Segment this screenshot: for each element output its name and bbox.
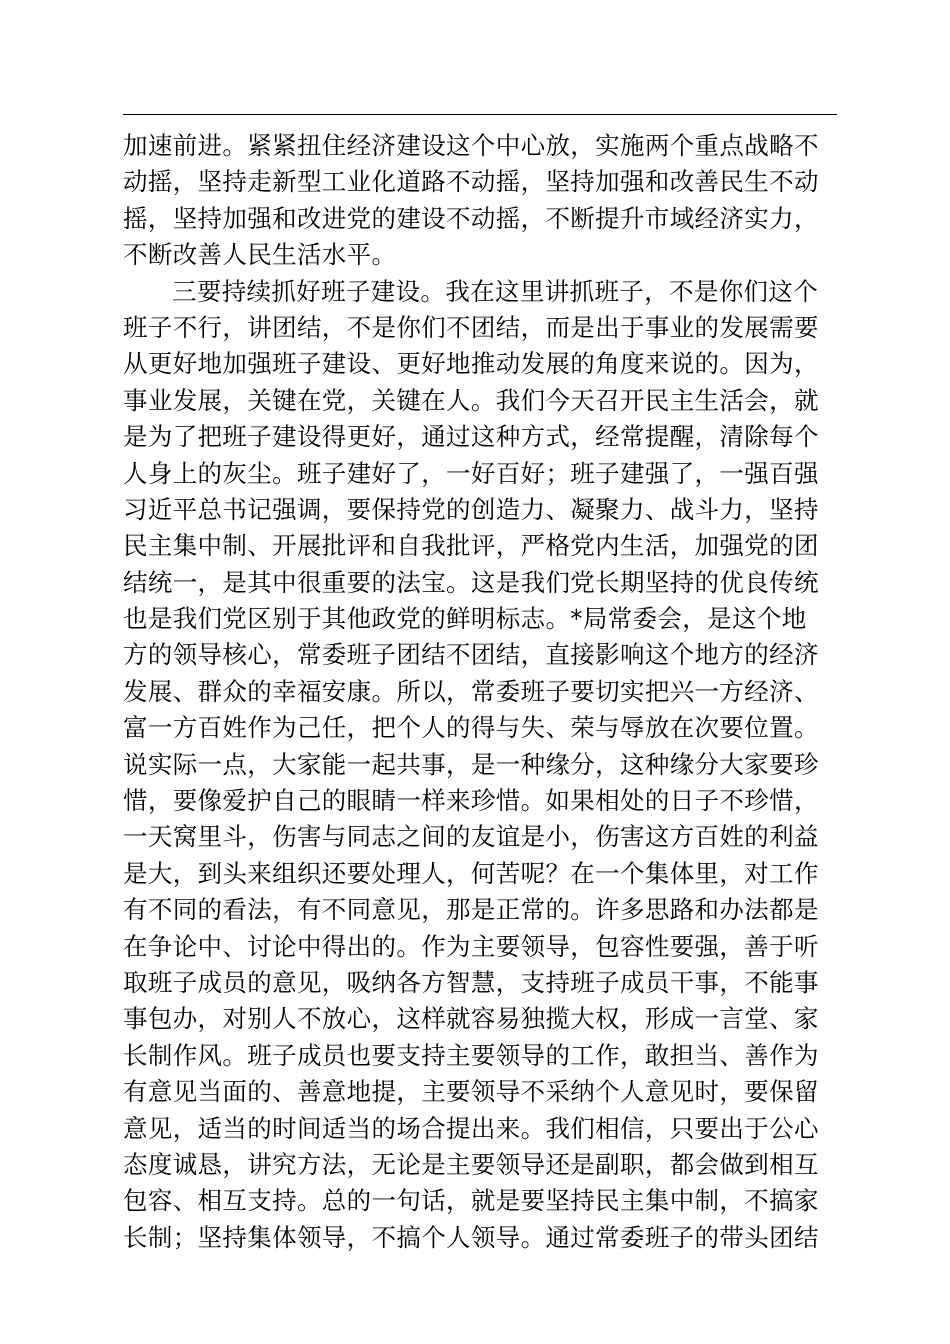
text-line: 民主集中制、开展批评和自我批评，严格党内生活，加强党的团 bbox=[123, 531, 819, 561]
text-line: 一天窝里斗，伤害与同志之间的友谊是小，伤害这方百姓的利益 bbox=[123, 822, 819, 852]
text-line: 惜，要像爱护自己的眼睛一样来珍惜。如果相处的日子不珍惜， bbox=[123, 786, 819, 816]
text-line: 发展、群众的幸福安康。所以，常委班子要切实把兴一方经济、 bbox=[123, 676, 819, 706]
text-line: 包容、相互支持。总的一句话，就是要坚持民主集中制，不搞家 bbox=[123, 1186, 819, 1216]
text-line: 事包办，对别人不放心，这样就容易独揽大权，形成一言堂、家 bbox=[123, 1004, 819, 1034]
text-line: 不断改善人民生活水平。 bbox=[123, 240, 397, 270]
text-line: 长制作风。班子成员也要支持主要领导的工作，敢担当、善作为 bbox=[123, 1040, 819, 1070]
text-line: 习近平总书记强调，要保持党的创造力、凝聚力、战斗力，坚持 bbox=[123, 494, 819, 524]
text-line: 方的领导核心，常委班子团结不团结，直接影响这个地方的经济 bbox=[123, 640, 819, 670]
text-line: 结统一，是其中很重要的法宝。这是我们党长期坚持的优良传统 bbox=[123, 567, 819, 597]
paragraph-first-line: 三要持续抓好班子建设。我在这里讲抓班子，不是你们这个 bbox=[172, 276, 819, 306]
text-line: 动摇，坚持走新型工业化道路不动摇，坚持加强和改善民生不动 bbox=[123, 167, 819, 197]
text-line: 取班子成员的意见，吸纳各方智慧，支持班子成员干事，不能事 bbox=[123, 967, 819, 997]
text-line: 是为了把班子建设得更好，通过这种方式，经常提醒，清除每个 bbox=[123, 422, 819, 452]
text-line: 加速前进。紧紧扭住经济建设这个中心放，实施两个重点战略不 bbox=[123, 131, 819, 160]
text-line: 有不同的看法，有不同意见，那是正常的。许多思路和办法都是 bbox=[123, 895, 819, 925]
text-line: 意见，适当的时间适当的场合提出来。我们相信，只要出于公心 bbox=[123, 1113, 819, 1143]
text-line: 班子不行，讲团结，不是你们不团结，而是出于事业的发展需要 bbox=[123, 312, 819, 342]
text-line: 说实际一点，大家能一起共事，是一种缘分，这种缘分大家要珍 bbox=[123, 749, 819, 779]
text-line: 事业发展，关键在党，关键在人。我们今天召开民主生活会，就 bbox=[123, 385, 819, 415]
text-line: 在争论中、讨论中得出的。作为主要领导，包容性要强，善于听 bbox=[123, 931, 819, 961]
header-rule bbox=[123, 114, 837, 115]
text-line: 有意见当面的、善意地提，主要领导不采纳个人意见时，要保留 bbox=[123, 1077, 819, 1107]
text-line: 态度诚恳，讲究方法，无论是主要领导还是副职，都会做到相互 bbox=[123, 1149, 819, 1179]
text-line: 摇，坚持加强和改进党的建设不动摇，不断提升市域经济实力， bbox=[123, 203, 819, 233]
text-line: 人身上的灰尘。班子建好了，一好百好；班子建强了，一强百强 bbox=[123, 458, 819, 488]
text-line: 是大，到头来组织还要处理人，何苦呢？在一个集体里，对工作 bbox=[123, 858, 819, 888]
body-text bbox=[123, 128, 839, 1256]
text-line: 从更好地加强班子建设、更好地推动发展的角度来说的。因为， bbox=[123, 349, 819, 379]
text-line: 长制；坚持集体领导，不搞个人领导。通过常委班子的带头团结 bbox=[123, 1222, 819, 1252]
text-line: 也是我们党区别于其他政党的鲜明标志。*局常委会，是这个地 bbox=[123, 604, 807, 634]
text-line: 富一方百姓作为己任，把个人的得与失、荣与辱放在次要位置。 bbox=[123, 713, 819, 743]
